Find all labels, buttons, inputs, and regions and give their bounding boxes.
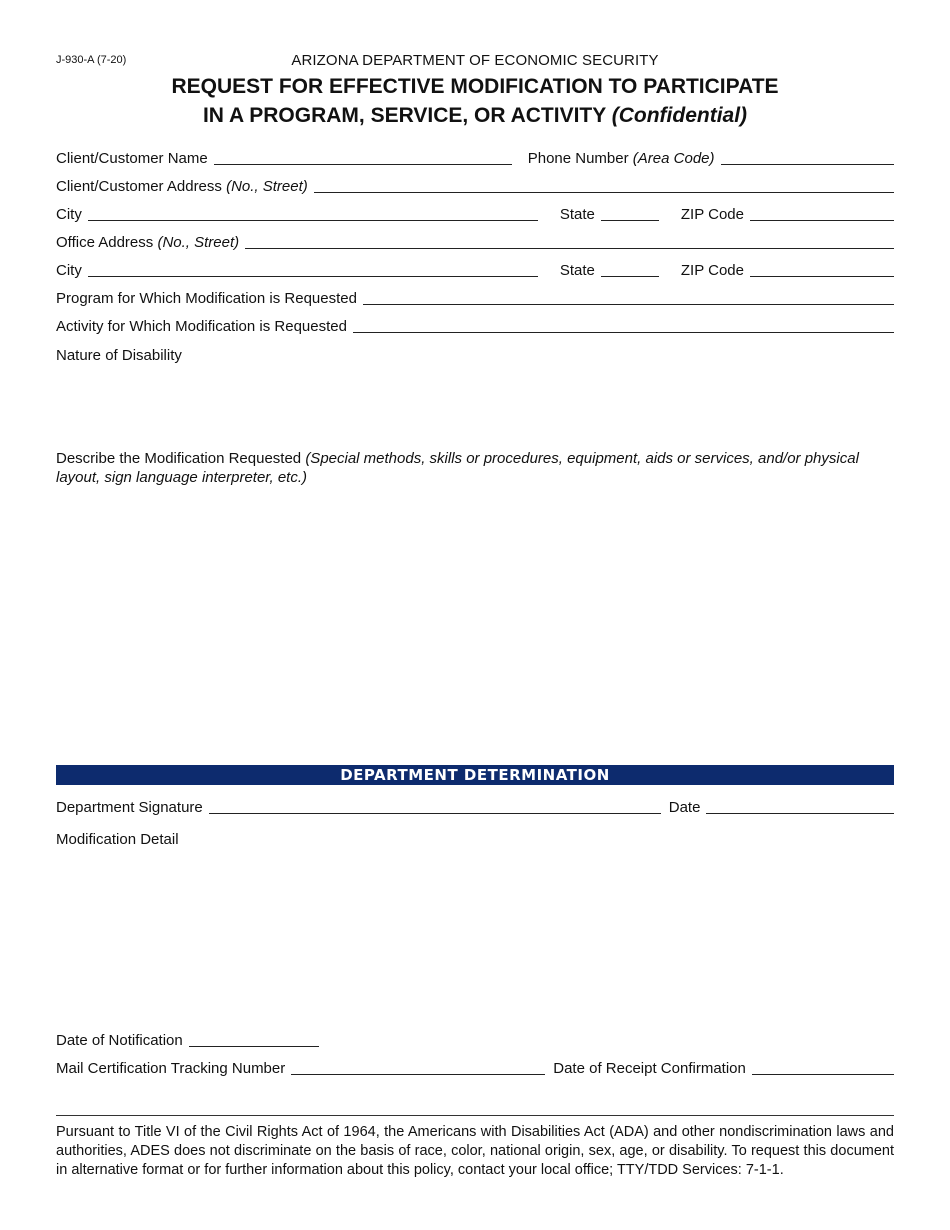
office-state-field[interactable] (601, 276, 659, 277)
agency-name: ARIZONA DEPARTMENT OF ECONOMIC SECURITY (291, 52, 659, 69)
activity-row (56, 314, 894, 336)
client-city-label: City (56, 206, 82, 223)
office-state-label: State (559, 262, 595, 279)
office-address-label: Office Address (No., Street) (56, 234, 240, 251)
form-title-line1: REQUEST FOR EFFECTIVE MODIFICATION TO PARTICIPATE (171, 75, 779, 98)
form-title-line2-text: IN A PROGRAM, SERVICE, OR ACTIVITY (202, 104, 606, 127)
client-zip-field[interactable] (750, 220, 894, 221)
client-address-label: Client/Customer Address (No., Street) (56, 178, 308, 195)
notification-field[interactable] (189, 1046, 319, 1047)
program-row (56, 286, 894, 308)
notification-row (56, 1028, 894, 1050)
modification-hint: (Special methods, skills or procedures, equipment, aids or services, and/or physical layout, sign language interpreter, etc.) (56, 450, 859, 486)
activity-label: Activity for Which Modification is Requested (56, 318, 347, 335)
receipt-field[interactable] (752, 1074, 894, 1075)
receipt-label: Date of Receipt Confirmation (553, 1060, 746, 1077)
office-city-field[interactable] (88, 276, 538, 277)
client-name-row (56, 146, 894, 168)
date-label: Date (668, 799, 701, 816)
phone-field[interactable] (721, 164, 895, 165)
disability-area[interactable] (56, 370, 894, 440)
client-state-field[interactable] (601, 220, 659, 221)
client-address-row (56, 174, 894, 196)
activity-field[interactable] (353, 332, 894, 333)
office-address-field[interactable] (245, 248, 894, 249)
office-city-row (56, 258, 894, 280)
client-name-field[interactable] (214, 164, 512, 165)
nondiscrimination-notice: Pursuant to Title VI of the Civil Rights Act of 1964, the Americans with Disabilities Act (ADA) and other nondiscrimination laws and authorities, ADES does not discriminate on the basis of race, color, national origin, sex, age, or disability. To request this document in alternative format or for further information about this policy, contact your local office; TTY/TDD Services: 7-1-1. (56, 1124, 894, 1178)
modification-detail-label: Modification Detail (56, 831, 179, 848)
signature-label: Department Signature (56, 799, 203, 816)
signature-field[interactable] (209, 813, 661, 814)
program-field[interactable] (363, 304, 894, 305)
notification-label: Date of Notification (56, 1032, 183, 1049)
confidential-label: (Confidential) (611, 104, 748, 127)
client-city-field[interactable] (88, 220, 538, 221)
modification-label: Describe the Modification Requested (56, 450, 302, 467)
client-name-label: Client/Customer Name (56, 150, 208, 167)
office-city-label: City (56, 262, 82, 279)
footer-divider (56, 1115, 894, 1116)
office-zip-label: ZIP Code (680, 262, 744, 279)
client-state-label: State (559, 206, 595, 223)
client-zip-label: ZIP Code (680, 206, 744, 223)
tracking-row (56, 1056, 894, 1078)
department-determination-header: DEPARTMENT DETERMINATION (56, 765, 894, 785)
disability-label: Nature of Disability (56, 347, 182, 364)
office-zip-field[interactable] (750, 276, 894, 277)
modification-description (56, 449, 894, 487)
signature-row (56, 795, 894, 817)
modification-area[interactable] (56, 492, 894, 752)
tracking-label: Mail Certification Tracking Number (56, 1060, 286, 1077)
form-title-line2 (0, 104, 950, 128)
client-city-row (56, 202, 894, 224)
program-label: Program for Which Modification is Requested (56, 290, 357, 307)
office-address-row (56, 230, 894, 252)
date-field[interactable] (706, 813, 894, 814)
client-address-field[interactable] (314, 192, 894, 193)
modification-detail-area[interactable] (56, 854, 894, 1024)
form-number: J-930-A (7-20) (56, 54, 127, 66)
phone-label: Phone Number (Area Code) (527, 150, 715, 167)
tracking-field[interactable] (291, 1074, 545, 1075)
